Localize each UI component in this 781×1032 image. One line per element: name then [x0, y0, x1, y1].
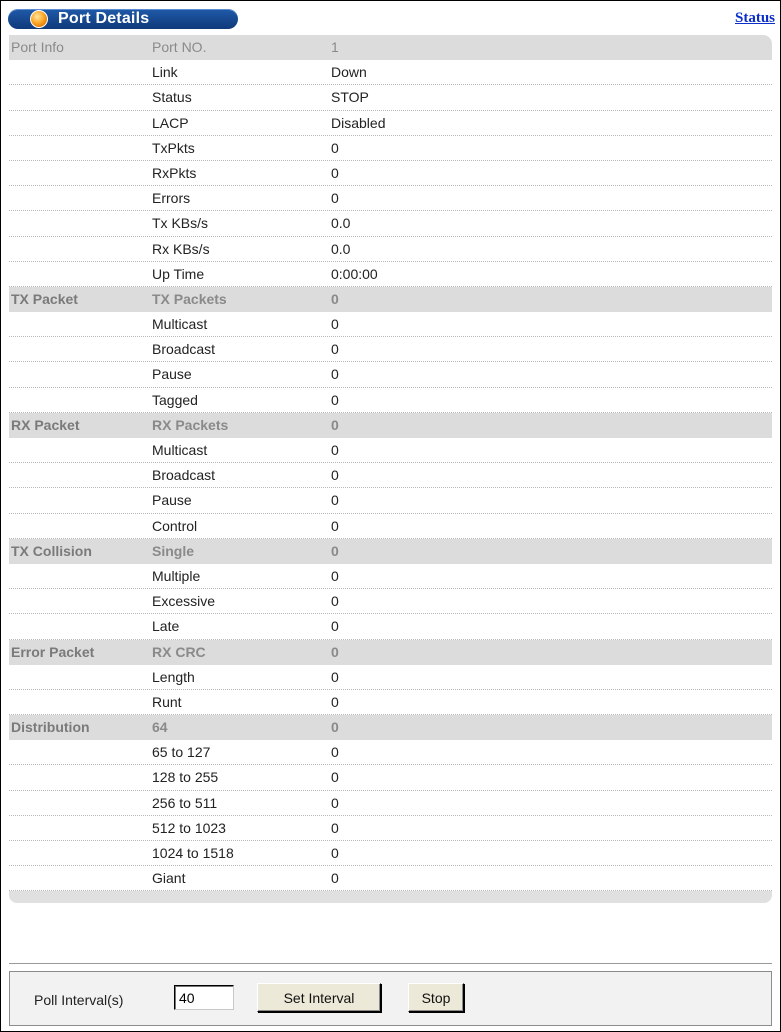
stat-value: 0 [331, 492, 339, 509]
stat-value: 0 [331, 341, 339, 358]
stat-value: 0 [331, 870, 339, 887]
section-header-label: Single [152, 542, 195, 559]
stat-value: 0 [331, 693, 339, 710]
set-interval-button[interactable]: Set Interval [257, 983, 381, 1012]
stat-label: Late [152, 618, 180, 635]
section-header-value: 0 [331, 290, 339, 307]
divider [9, 963, 772, 967]
stat-label: 128 to 255 [152, 769, 219, 786]
stat-row [9, 161, 772, 186]
section-header-label: RX Packets [152, 416, 229, 433]
stat-value: 0 [331, 442, 339, 458]
stat-row [9, 362, 772, 387]
stat-label: Pause [152, 492, 192, 509]
section-name: TX Collision [11, 542, 92, 559]
stat-row [9, 514, 772, 539]
stat-row [9, 564, 772, 589]
stat-label: Multicast [152, 442, 208, 458]
section-name: TX Packet [11, 290, 78, 307]
stat-row [9, 111, 772, 136]
stat-label: Tagged [152, 391, 198, 408]
section-header-label: Port NO. [152, 39, 207, 55]
section-header-row [9, 715, 772, 740]
stat-value: 0:00:00 [331, 265, 378, 282]
stat-value: 0.0 [331, 215, 351, 232]
stat-row [9, 740, 772, 765]
poll-interval-input[interactable] [174, 985, 234, 1010]
poll-interval-panel [9, 971, 772, 1026]
poll-interval-label: Poll Interval(s) [34, 992, 124, 1008]
section-header-value: 0 [331, 542, 339, 559]
stat-label: 256 to 511 [152, 794, 218, 811]
stat-value: 0 [331, 668, 339, 685]
stat-label: Multiple [152, 567, 201, 584]
stat-label: Giant [152, 870, 186, 887]
stat-value: Down [331, 64, 367, 81]
stat-label: TxPkts [152, 139, 195, 156]
stat-value: Disabled [331, 114, 386, 131]
stat-label: 1024 to 1518 [152, 845, 234, 861]
stat-label: Pause [152, 366, 192, 383]
stat-value: 0 [331, 819, 339, 836]
stat-label: Excessive [152, 593, 216, 610]
stat-row [9, 463, 772, 488]
page-title: Port Details [58, 10, 150, 27]
stat-label: Runt [152, 693, 182, 710]
stat-row [9, 337, 772, 362]
section-header-row [9, 413, 772, 438]
section-header-row [9, 539, 772, 564]
section-header-label: RX CRC [152, 643, 206, 660]
stat-row [9, 816, 772, 841]
section-header-value: 1 [331, 39, 339, 55]
stat-row [9, 85, 772, 110]
section-header-row [9, 35, 772, 60]
section-header-value: 0 [331, 416, 339, 433]
stat-label: Broadcast [152, 341, 216, 358]
stat-value: 0 [331, 366, 339, 383]
stat-label: Up Time [152, 265, 205, 282]
stat-row [9, 488, 772, 513]
section-name: RX Packet [11, 416, 80, 433]
port-statistics-table [9, 35, 772, 903]
section-name: Port Info [11, 39, 64, 55]
stat-value: 0 [331, 467, 339, 484]
stat-label: Tx KBs/s [152, 215, 209, 232]
orb-icon [30, 10, 48, 28]
stat-row [9, 866, 772, 891]
section-name: Distribution [11, 719, 90, 736]
stat-row [9, 237, 772, 262]
stat-value: 0 [331, 794, 339, 811]
stat-label: Control [152, 517, 198, 534]
stat-label: Status [152, 89, 192, 106]
stat-row [9, 60, 772, 85]
stat-row [9, 614, 772, 639]
stat-value: 0 [331, 517, 339, 534]
stat-label: Multicast [152, 316, 208, 333]
stat-value: 0 [331, 593, 339, 610]
header-bar [8, 9, 238, 29]
stat-row [9, 690, 772, 715]
stop-button[interactable]: Stop [408, 983, 464, 1012]
stat-row [9, 589, 772, 614]
stat-value: 0 [331, 618, 339, 635]
status-link[interactable]: Status [734, 10, 775, 26]
stat-label: Length [152, 668, 195, 685]
stat-row [9, 841, 772, 866]
stat-value: 0 [331, 845, 339, 861]
stat-row [9, 665, 772, 690]
stat-label: 65 to 127 [152, 744, 211, 761]
stat-row [9, 186, 772, 211]
stat-row [9, 438, 772, 463]
section-header-row [9, 287, 772, 312]
stat-value: 0 [331, 190, 339, 207]
section-header-row [9, 640, 772, 665]
section-header-label: TX Packets [152, 290, 227, 307]
section-name: Error Packet [11, 643, 95, 660]
table-footer [9, 891, 772, 903]
stat-value: 0 [331, 316, 339, 333]
stat-label: Broadcast [152, 467, 216, 484]
section-header-value: 0 [331, 719, 339, 736]
stat-row [9, 262, 772, 287]
stat-row [9, 211, 772, 236]
stat-label: Link [152, 64, 178, 81]
stat-value: STOP [331, 89, 369, 106]
stat-value: 0 [331, 744, 339, 761]
section-header-label: 64 [152, 719, 168, 736]
stat-row [9, 312, 772, 337]
stat-row [9, 791, 772, 816]
stat-value: 0 [331, 391, 339, 408]
section-header-value: 0 [331, 643, 339, 660]
stat-value: 0 [331, 164, 339, 181]
stat-value: 0 [331, 567, 339, 584]
stat-label: Rx KBs/s [152, 240, 210, 257]
stat-label: 512 to 1023 [152, 819, 226, 836]
stat-value: 0 [331, 769, 339, 786]
stat-row [9, 136, 772, 161]
stat-label: Errors [152, 190, 191, 207]
stat-value: 0 [331, 139, 339, 156]
stat-row [9, 388, 772, 413]
stat-label: RxPkts [152, 164, 197, 181]
stat-value: 0.0 [331, 240, 351, 257]
stat-label: LACP [152, 114, 189, 131]
stat-row [9, 765, 772, 790]
